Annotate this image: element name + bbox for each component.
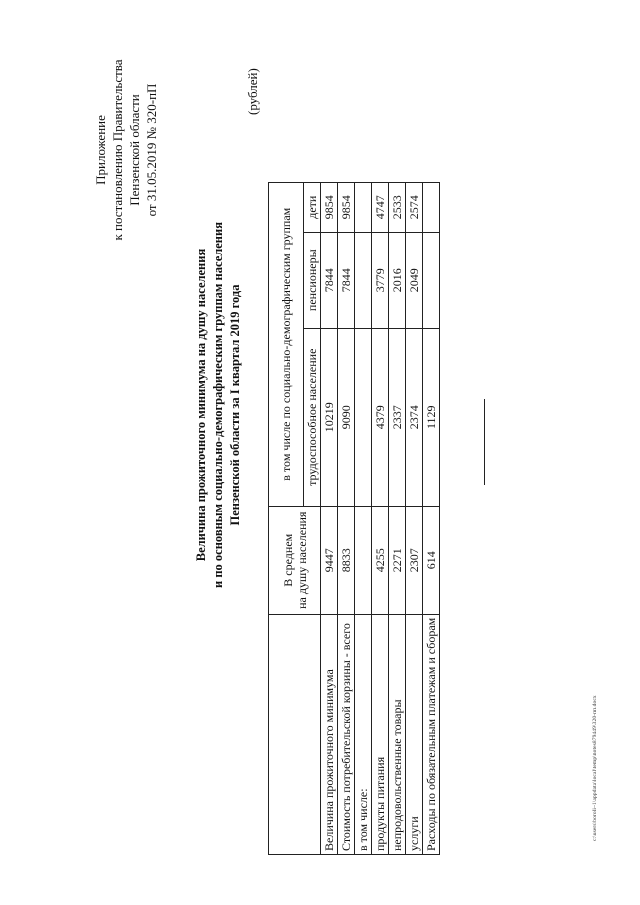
table-body — [321, 182, 440, 854]
cell-children — [423, 182, 440, 232]
cell-children — [355, 182, 372, 232]
table-row — [321, 182, 338, 854]
separator-line — [484, 399, 485, 485]
title-line-2: и по основным социально-демографическим группам населения — [211, 222, 225, 588]
appendix-line-2: к постановлению Правительства — [110, 59, 125, 241]
cell-label: непродовольственные товары — [389, 614, 406, 854]
cell-label: Стоимость потребительской корзины - всего — [338, 614, 355, 854]
appendix-block — [92, 35, 160, 265]
appendix-line-4: от 31.05.2019 № 320-пП — [144, 83, 159, 217]
title-line-1: Величина прожиточного минимума на душу населения — [194, 248, 208, 562]
title-line-3: Пензенской области за I квартал 2019 года — [228, 284, 242, 526]
cell-working: 10219 — [321, 328, 338, 506]
table-row — [423, 182, 440, 854]
cell-children: 9854 — [321, 182, 338, 232]
cell-pensioners: 7844 — [338, 232, 355, 328]
table-row — [338, 182, 355, 854]
cell-avg: 4255 — [372, 506, 389, 614]
cell-children: 2574 — [406, 182, 423, 232]
appendix-line-3: Пензенской области — [127, 94, 142, 206]
cell-avg: 2307 — [406, 506, 423, 614]
cell-avg: 8833 — [338, 506, 355, 614]
header-groups: в том числе по социально-демографическим группам — [269, 182, 304, 506]
cell-avg: 9447 — [321, 506, 338, 614]
header-pensioners: пенсионеры — [304, 232, 321, 328]
cell-working: 9090 — [338, 328, 355, 506]
cell-pensioners: 2049 — [406, 232, 423, 328]
units-label: (рублей) — [245, 68, 260, 115]
cell-working: 2337 — [389, 328, 406, 506]
cell-children: 2533 — [389, 182, 406, 232]
cell-pensioners — [423, 232, 440, 328]
cell-pensioners: 7844 — [321, 232, 338, 328]
header-label-cell — [269, 614, 321, 854]
cell-avg: 614 — [423, 506, 440, 614]
header-working: трудоспособное население — [304, 328, 321, 506]
cell-label: Величина прожиточного минимума — [321, 614, 338, 854]
cell-label: услуги — [406, 614, 423, 854]
cell-pensioners: 3779 — [372, 232, 389, 328]
table-row — [389, 182, 406, 854]
cell-pensioners — [355, 232, 372, 328]
table-row — [355, 182, 372, 854]
subsistence-table — [268, 182, 440, 855]
table-row — [406, 182, 423, 854]
cell-label: продукты питания — [372, 614, 389, 854]
table-header-row — [269, 182, 304, 854]
header-children: дети — [304, 182, 321, 232]
cell-working: 4379 — [372, 328, 389, 506]
header-average-line-1: В среднем — [280, 533, 295, 587]
cell-avg — [355, 506, 372, 614]
table-row — [372, 182, 389, 854]
header-average — [269, 506, 321, 614]
cell-pensioners: 2016 — [389, 232, 406, 328]
file-path-footer: c:\users\boroli~1\appdata\local\temp\notes879449\320-пп.docx — [592, 695, 598, 841]
cell-children: 4747 — [372, 182, 389, 232]
cell-children: 9854 — [338, 182, 355, 232]
cell-working: 1129 — [423, 328, 440, 506]
cell-avg: 2271 — [389, 506, 406, 614]
header-average-line-2: на душу населения — [294, 511, 309, 609]
cell-label: в том числе: — [355, 614, 372, 854]
document-title — [193, 125, 244, 685]
cell-working: 2374 — [406, 328, 423, 506]
cell-working — [355, 328, 372, 506]
appendix-line-1: Приложение — [93, 115, 108, 185]
cell-label: Расходы по обязательным платежам и сборам — [423, 614, 440, 854]
